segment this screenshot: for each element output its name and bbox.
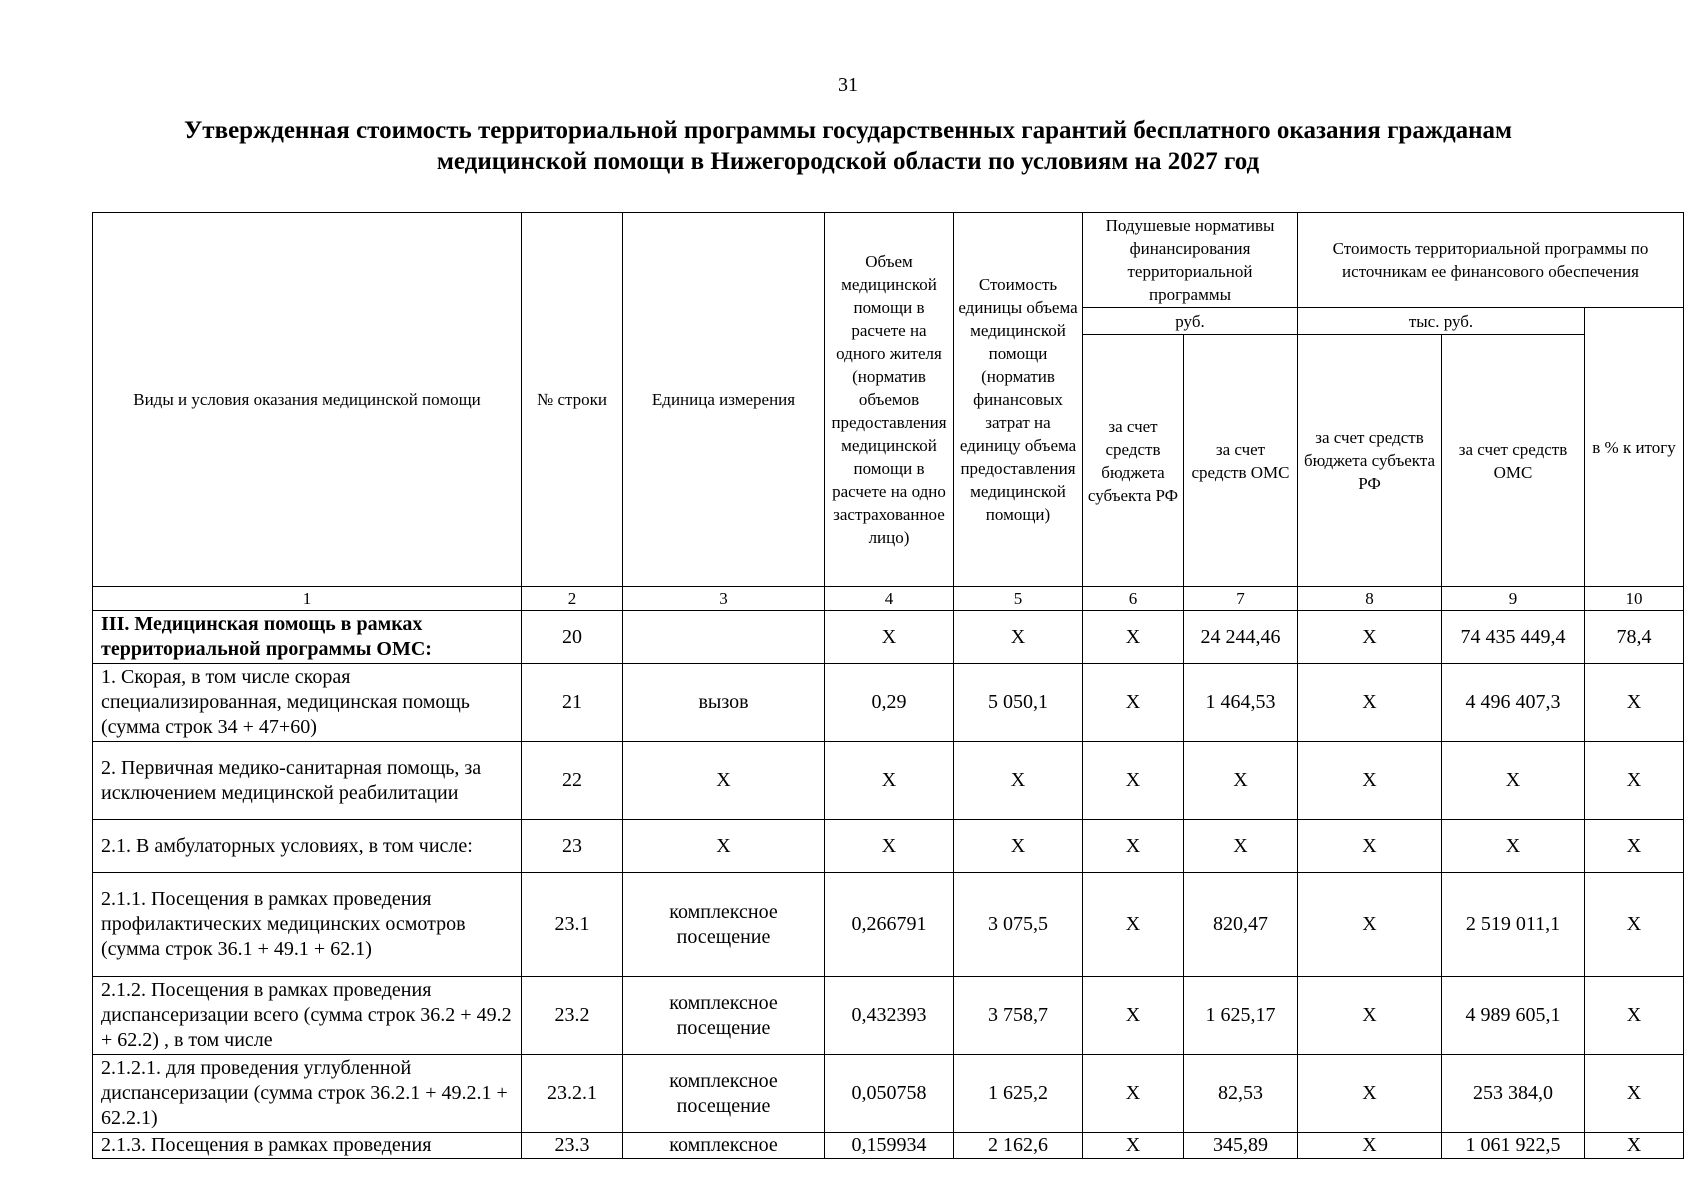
column-number: 7	[1184, 587, 1298, 611]
row-number: 23	[522, 820, 623, 873]
row-unit: X	[623, 742, 825, 820]
row-oms-thousand: 4 496 407,3	[1442, 664, 1585, 742]
column-number: 10	[1585, 587, 1684, 611]
table-row	[93, 664, 1684, 742]
row-oms-rub: 820,47	[1184, 873, 1298, 977]
table-row	[93, 742, 1684, 820]
row-volume: X	[825, 820, 954, 873]
row-budget-thousand: X	[1298, 820, 1442, 873]
row-description: 1. Скорая, в том числе скорая специализированная, медицинская помощь (сумма строк 34 + 47+60)	[93, 664, 522, 742]
row-description-main: 2.1.1. Посещения в рамках проведения профилактических медицинских осмотров	[101, 888, 466, 935]
row-unit: вызов	[623, 664, 825, 742]
row-percent: X	[1585, 1055, 1684, 1133]
row-percent: X	[1585, 977, 1684, 1055]
row-description: 2. Первичная медико-санитарная помощь, за исключением медицинской реабилитации	[93, 742, 522, 820]
row-unit-cost: 3 075,5	[954, 873, 1083, 977]
row-unit-cost: 1 625,2	[954, 1055, 1083, 1133]
row-description	[93, 873, 522, 977]
row-volume: X	[825, 742, 954, 820]
row-budget-rub: X	[1083, 873, 1184, 977]
page-number: 31	[838, 74, 858, 96]
header-volume: Объем медицинской помощи в расчете на одного жителя (норматив объемов предоставления медицинской помощи в расчете на одно застрахованное лицо)	[825, 213, 954, 587]
row-volume: 0,432393	[825, 977, 954, 1055]
row-oms-thousand: 2 519 011,1	[1442, 873, 1585, 977]
header-unit-cost: Стоимость единицы объема медицинской помощи (норматив финансовых затрат на единицу объема предоставления медицинской помощи)	[954, 213, 1083, 587]
row-number: 23.3	[522, 1133, 623, 1159]
row-volume: X	[825, 611, 954, 664]
row-budget-thousand: X	[1298, 664, 1442, 742]
column-number: 6	[1083, 587, 1184, 611]
row-oms-thousand: 253 384,0	[1442, 1055, 1585, 1133]
row-oms-thousand: 4 989 605,1	[1442, 977, 1585, 1055]
row-volume: 0,266791	[825, 873, 954, 977]
row-unit: комплексное посещение	[623, 1055, 825, 1133]
cost-table	[92, 212, 1684, 1159]
row-number: 20	[522, 611, 623, 664]
header-row-no: № строки	[522, 213, 623, 587]
row-unit-cost: X	[954, 820, 1083, 873]
row-oms-rub: 345,89	[1184, 1133, 1298, 1159]
row-percent: X	[1585, 820, 1684, 873]
row-description: III. Медицинская помощь в рамках территориальной программы ОМС:	[93, 611, 522, 664]
header-per-capita: Подушевые нормативы финансирования территориальной программы	[1083, 213, 1298, 308]
row-oms-rub: X	[1184, 820, 1298, 873]
column-number: 3	[623, 587, 825, 611]
row-budget-thousand: X	[1298, 1133, 1442, 1159]
header-oms: за счет средств ОМС	[1184, 335, 1298, 587]
row-unit-cost: 5 050,1	[954, 664, 1083, 742]
table-body	[93, 611, 1684, 1159]
row-description-sum: (сумма строк 36.1 + 49.1 + 62.1)	[101, 938, 372, 960]
row-number: 23.1	[522, 873, 623, 977]
row-description: 2.1. В амбулаторных условиях, в том числе:	[93, 820, 522, 873]
header-budget-rf: за счет средств бюджета субъекта РФ	[1083, 335, 1184, 587]
row-budget-thousand: X	[1298, 1055, 1442, 1133]
row-oms-thousand: X	[1442, 742, 1585, 820]
row-description: 2.1.2.1. для проведения углубленной диспансеризации (сумма строк 36.2.1 + 49.2.1 + 62.2.1)	[93, 1055, 522, 1133]
table-header	[93, 213, 1684, 587]
table-row	[93, 873, 1684, 977]
header-oms-thousand: за счет средств ОМС	[1442, 335, 1585, 587]
header-budget-rf-thousand: за счет средств бюджета субъекта РФ	[1298, 335, 1442, 587]
row-unit: комплексное	[623, 1133, 825, 1159]
row-unit-cost: X	[954, 611, 1083, 664]
row-number: 21	[522, 664, 623, 742]
row-oms-thousand: X	[1442, 820, 1585, 873]
table-row	[93, 977, 1684, 1055]
row-unit: комплексное посещение	[623, 873, 825, 977]
row-budget-thousand: X	[1298, 977, 1442, 1055]
column-number: 2	[522, 587, 623, 611]
column-number: 1	[93, 587, 522, 611]
row-unit: комплексное посещение	[623, 977, 825, 1055]
row-unit-cost: 3 758,7	[954, 977, 1083, 1055]
row-budget-thousand: X	[1298, 742, 1442, 820]
title-line-1: Утвержденная стоимость территориальной программы государственных гарантий бесплатного оказания гражданам	[183, 117, 1513, 144]
row-percent: 78,4	[1585, 611, 1684, 664]
row-oms-rub: 1 464,53	[1184, 664, 1298, 742]
column-number: 5	[954, 587, 1083, 611]
header-thousand-rub: тыс. руб.	[1298, 308, 1585, 335]
row-percent: X	[1585, 1133, 1684, 1159]
row-budget-rub: X	[1083, 742, 1184, 820]
row-oms-rub: 24 244,46	[1184, 611, 1298, 664]
row-number: 22	[522, 742, 623, 820]
row-budget-rub: X	[1083, 1133, 1184, 1159]
row-unit-cost: X	[954, 742, 1083, 820]
table-row	[93, 1055, 1684, 1133]
row-unit	[623, 611, 825, 664]
column-number-row	[93, 587, 1684, 611]
row-oms-rub: 1 625,17	[1184, 977, 1298, 1055]
row-oms-rub: X	[1184, 742, 1298, 820]
row-budget-rub: X	[1083, 611, 1184, 664]
row-percent: X	[1585, 664, 1684, 742]
row-volume: 0,050758	[825, 1055, 954, 1133]
header-unit: Единица измерения	[623, 213, 825, 587]
title-line-2: медицинской помощи в Нижегородской области по условиям на 2027 год	[436, 148, 1260, 175]
row-percent: X	[1585, 742, 1684, 820]
row-unit: X	[623, 820, 825, 873]
row-percent: X	[1585, 873, 1684, 977]
row-volume: 0,159934	[825, 1133, 954, 1159]
header-program-cost: Стоимость территориальной программы по источникам ее финансового обеспечения	[1298, 213, 1684, 308]
header-percent: в % к итогу	[1585, 308, 1684, 587]
table-row	[93, 820, 1684, 873]
row-budget-thousand: X	[1298, 873, 1442, 977]
row-oms-thousand: 74 435 449,4	[1442, 611, 1585, 664]
table-row	[93, 611, 1684, 664]
row-budget-thousand: X	[1298, 611, 1442, 664]
row-oms-thousand: 1 061 922,5	[1442, 1133, 1585, 1159]
table-row	[93, 1133, 1684, 1159]
document-title	[100, 115, 1596, 177]
column-number: 9	[1442, 587, 1585, 611]
row-number: 23.2.1	[522, 1055, 623, 1133]
row-description: 2.1.2. Посещения в рамках проведения диспансеризации всего (сумма строк 36.2 + 49.2 + 62.2) , в том числе	[93, 977, 522, 1055]
row-description: 2.1.3. Посещения в рамках проведения	[93, 1133, 522, 1159]
row-budget-rub: X	[1083, 1055, 1184, 1133]
column-number: 8	[1298, 587, 1442, 611]
row-budget-rub: X	[1083, 977, 1184, 1055]
row-number: 23.2	[522, 977, 623, 1055]
header-types: Виды и условия оказания медицинской помощи	[93, 213, 522, 587]
column-number: 4	[825, 587, 954, 611]
row-unit-cost: 2 162,6	[954, 1133, 1083, 1159]
row-volume: 0,29	[825, 664, 954, 742]
header-rub: руб.	[1083, 308, 1298, 335]
row-budget-rub: X	[1083, 664, 1184, 742]
row-oms-rub: 82,53	[1184, 1055, 1298, 1133]
row-budget-rub: X	[1083, 820, 1184, 873]
